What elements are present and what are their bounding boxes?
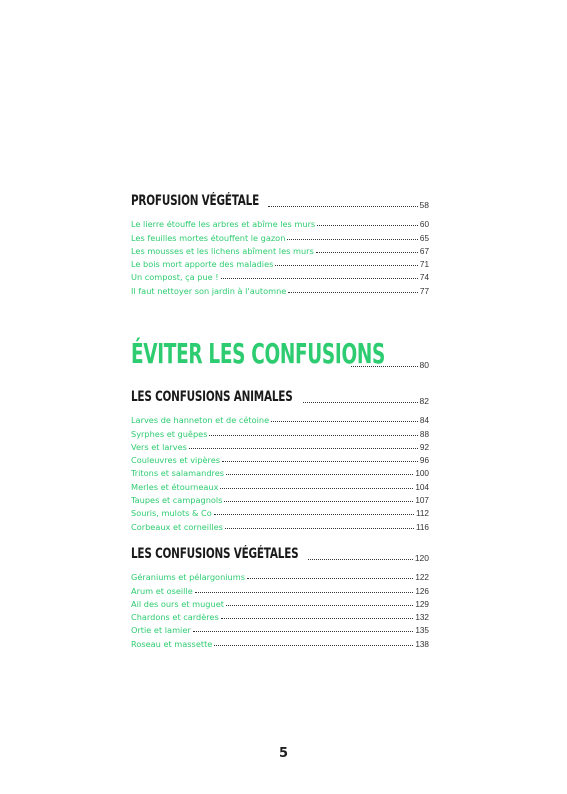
toc-entry[interactable] <box>131 569 429 582</box>
entry-page: 88 <box>419 429 429 439</box>
entry-label: Un compost, ça pue ! <box>131 272 219 283</box>
toc-entry[interactable] <box>131 505 429 518</box>
entry-page: 132 <box>415 613 429 623</box>
section-confusions-animales <box>131 386 429 532</box>
section-profusion-vegetale <box>131 190 429 296</box>
leader-dots <box>189 448 418 449</box>
leader-dots <box>226 474 413 475</box>
chapter-title: ÉVITER LES CONFUSIONS <box>131 337 385 370</box>
section-title: LES CONFUSIONS VÉGÉTALES <box>131 546 299 562</box>
leader-dots <box>224 501 413 502</box>
entry-page: 138 <box>415 639 429 649</box>
entry-label: Les mousses et les lichens abîment les murs <box>131 245 314 256</box>
toc-entry[interactable] <box>131 282 429 295</box>
entry-page: 74 <box>419 273 429 283</box>
toc-entry[interactable] <box>131 518 429 531</box>
leader-dots <box>287 239 418 240</box>
entry-label: Syrphes et guêpes <box>131 428 208 439</box>
entry-page: 84 <box>419 416 429 426</box>
chapter-page: 80 <box>419 360 429 370</box>
section-title: LES CONFUSIONS ANIMALES <box>131 389 293 405</box>
entry-page: 126 <box>415 586 429 596</box>
leader-dots <box>316 252 418 253</box>
entry-page: 65 <box>419 233 429 243</box>
entry-label: Le lierre étouffe les arbres et abîme les murs <box>131 219 316 230</box>
leader-dots <box>268 206 418 207</box>
toc-entry[interactable] <box>131 465 429 478</box>
entry-page: 100 <box>415 469 429 479</box>
leader-dots <box>221 278 418 279</box>
entry-label: Roseau et massette <box>131 638 213 649</box>
entry-label: Larves de hanneton et de cétoine <box>131 415 270 426</box>
toc-entry[interactable] <box>131 478 429 491</box>
entry-label: Il faut nettoyer son jardin à l'automne <box>131 285 287 296</box>
toc-entry[interactable] <box>131 596 429 609</box>
entry-page: 96 <box>419 456 429 466</box>
page-number: 5 <box>278 746 289 761</box>
leader-dots <box>221 618 414 619</box>
chapter-eviter-les-confusions <box>131 338 429 388</box>
leader-dots <box>303 402 418 403</box>
toc-entry[interactable] <box>131 492 429 505</box>
leader-dots <box>225 528 414 529</box>
entry-page: 67 <box>419 246 429 256</box>
entry-page: 71 <box>419 260 429 270</box>
entry-label: Chardons et cardères <box>131 612 219 623</box>
entry-label: Souris, mulots & Co <box>131 508 212 519</box>
leader-dots <box>195 592 414 593</box>
leader-dots <box>247 578 413 579</box>
entry-label: Géraniums et pélargoniums <box>131 572 245 583</box>
section-confusions-vegetales <box>131 543 429 649</box>
entry-page: 60 <box>419 220 429 230</box>
toc-entry[interactable] <box>131 635 429 648</box>
toc-entry[interactable] <box>131 256 429 269</box>
leader-dots <box>271 421 418 422</box>
section-heading[interactable] <box>131 543 429 563</box>
leader-dots <box>220 488 413 489</box>
leader-dots <box>214 645 413 646</box>
entry-page: 116 <box>415 522 429 532</box>
entry-label: Ail des ours et muguet <box>131 598 224 609</box>
section-page: 58 <box>419 200 429 210</box>
leader-dots <box>214 514 414 515</box>
entry-label: Merles et étourneaux <box>131 481 219 492</box>
toc-entry[interactable] <box>131 229 429 242</box>
leader-dots <box>222 461 418 462</box>
toc-entry[interactable] <box>131 582 429 595</box>
entry-page: 112 <box>415 509 429 519</box>
entry-label: Ortie et lamier <box>131 625 191 636</box>
section-title: PROFUSION VÉGÉTALE <box>131 193 260 209</box>
toc-entry[interactable] <box>131 243 429 256</box>
toc-entry[interactable] <box>131 439 429 452</box>
leader-dots <box>209 435 417 436</box>
entry-page: 135 <box>415 626 429 636</box>
entry-page: 92 <box>419 442 429 452</box>
entry-label: Corbeaux et corneilles <box>131 521 223 532</box>
entry-page: 107 <box>415 496 429 506</box>
section-heading[interactable] <box>131 190 429 210</box>
entry-page: 122 <box>415 573 429 583</box>
leader-dots <box>226 605 413 606</box>
leader-dots <box>193 631 414 632</box>
entry-label: Arum et oseille <box>131 585 193 596</box>
leader-dots <box>317 225 418 226</box>
toc-entry[interactable] <box>131 425 429 438</box>
entry-label: Tritons et salamandres <box>131 468 225 479</box>
entry-label: Le bois mort apporte des maladies <box>131 259 274 270</box>
entry-label: Vers et larves <box>131 441 187 452</box>
toc-entry[interactable] <box>131 269 429 282</box>
chapter-heading[interactable] <box>131 338 429 370</box>
toc-entry[interactable] <box>131 622 429 635</box>
entry-page: 129 <box>415 599 429 609</box>
leader-dots <box>308 559 413 560</box>
entry-label: Couleuvres et vipères <box>131 455 221 466</box>
toc-entry[interactable] <box>131 452 429 465</box>
toc-entry[interactable] <box>131 216 429 229</box>
leader-dots <box>288 292 418 293</box>
leader-dots <box>275 265 418 266</box>
section-heading[interactable] <box>131 386 429 406</box>
entry-label: Taupes et campagnols <box>131 495 223 506</box>
toc-entry[interactable] <box>131 412 429 425</box>
toc-entry[interactable] <box>131 609 429 622</box>
entry-page: 104 <box>415 482 429 492</box>
entry-page: 77 <box>419 286 429 296</box>
section-page: 82 <box>419 396 429 406</box>
section-page: 120 <box>414 553 429 563</box>
entry-label: Les feuilles mortes étouffent le gazon <box>131 232 286 243</box>
